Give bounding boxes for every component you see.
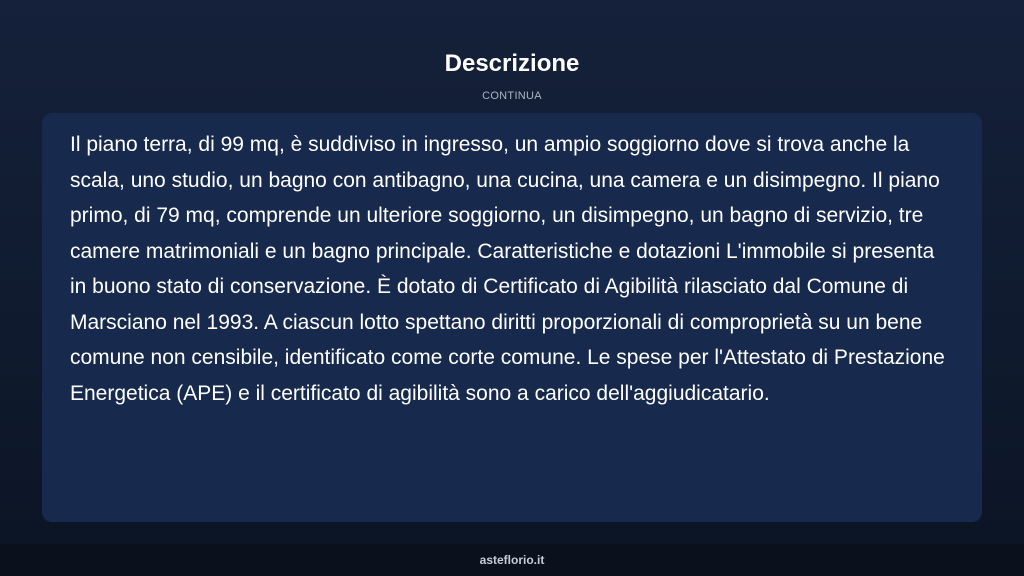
page-title: Descrizione [444, 50, 580, 77]
description-card [42, 113, 982, 522]
continue-label: CONTINUA [482, 90, 542, 102]
description-text: Il piano terra, di 99 mq, è suddiviso in ingresso, un ampio soggiorno dove si trova anche la scala, uno studio, un bagno con antibagno, una cucina, una camera e un disimpegno. Il piano primo, di 79 mq, comprende un ulteriore soggiorno, un disimpegno, un bagno di servizio, tre camere matrimoniali e un bagno principale. Caratteristiche e dotazioni L'immobile si presenta in buono stato di conservazione. È dotato di Certificato di Agibilità rilasciato dal Comune di Marsciano nel 1993. A ciascun lotto spettano diritti proporzionali di comproprietà su un bene comune non censibile, identificato come corte comune. Le spese per l'Attestato di Prestazione Energetica (APE) e il certificato di agibilità sono a carico dell'aggiudicatario. [70, 133, 945, 405]
footer-bar [0, 544, 1024, 576]
footer-brand: asteflorio.it [479, 553, 545, 567]
